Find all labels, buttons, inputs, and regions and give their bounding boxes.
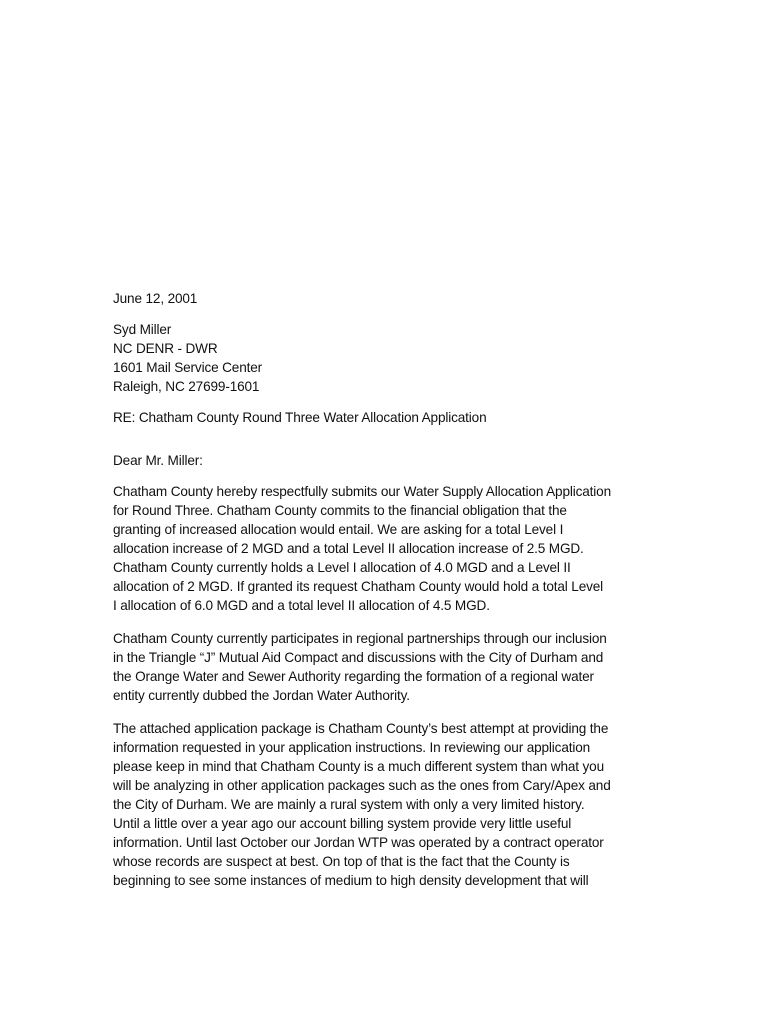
paragraph-line: Chatham County currently participates in regional partnerships through our inclusion	[113, 631, 607, 646]
paragraph-application-package	[113, 719, 658, 890]
paragraph-line: the City of Durham. We are mainly a rural system with only a very limited history.	[113, 797, 585, 812]
paragraph-line: Chatham County hereby respectfully submits our Water Supply Allocation Application	[113, 484, 611, 499]
recipient-address	[113, 320, 658, 396]
paragraph-line: beginning to see some instances of medium to high density development that will	[113, 873, 589, 888]
paragraph-line: I allocation of 6.0 MGD and a total level II allocation of 4.5 MGD.	[113, 598, 490, 613]
paragraph-line: Chatham County currently holds a Level I allocation of 4.0 MGD and a Level II	[113, 560, 571, 575]
subject-line: RE: Chatham County Round Three Water Allocation Application	[113, 410, 487, 425]
recipient-organization: NC DENR - DWR	[113, 341, 218, 356]
recipient-street: 1601 Mail Service Center	[113, 360, 263, 375]
paragraph-line: Until a little over a year ago our account billing system provide very little useful	[113, 816, 572, 831]
paragraph-line: entity currently dubbed the Jordan Water Authority.	[113, 688, 410, 703]
paragraph-line: allocation of 2 MGD. If granted its request Chatham County would hold a total Level	[113, 579, 604, 594]
paragraph-line: information requested in your application instructions. In reviewing our application	[113, 740, 591, 755]
paragraph-line: allocation increase of 2 MGD and a total Level II allocation increase of 2.5 MGD.	[113, 541, 584, 556]
salutation: Dear Mr. Miller:	[113, 453, 203, 468]
paragraph-allocation-request	[113, 482, 658, 615]
paragraph-line: for Round Three. Chatham County commits to the financial obligation that the	[113, 503, 567, 518]
paragraph-line: whose records are suspect at best. On top of that is the fact that the County is	[113, 854, 570, 869]
letter-body	[113, 289, 658, 904]
paragraph-line: in the Triangle “J” Mutual Aid Compact and discussions with the City of Durham and	[113, 650, 604, 665]
recipient-name: Syd Miller	[113, 322, 172, 337]
recipient-city: Raleigh, NC 27699-1601	[113, 379, 260, 394]
paragraph-line: the Orange Water and Sewer Authority regarding the formation of a regional water	[113, 669, 594, 684]
letter-date: June 12, 2001	[113, 291, 198, 306]
paragraph-line: please keep in mind that Chatham County is a much different system than what you	[113, 759, 604, 774]
paragraph-regional-partnerships	[113, 629, 658, 705]
paragraph-line: The attached application package is Chatham County’s best attempt at providing the	[113, 721, 609, 736]
paragraph-line: information. Until last October our Jordan WTP was operated by a contract operator	[113, 835, 604, 850]
paragraph-line: will be analyzing in other application packages such as the ones from Cary/Apex and	[113, 778, 611, 793]
paragraph-line: granting of increased allocation would entail. We are asking for a total Level I	[113, 522, 564, 537]
